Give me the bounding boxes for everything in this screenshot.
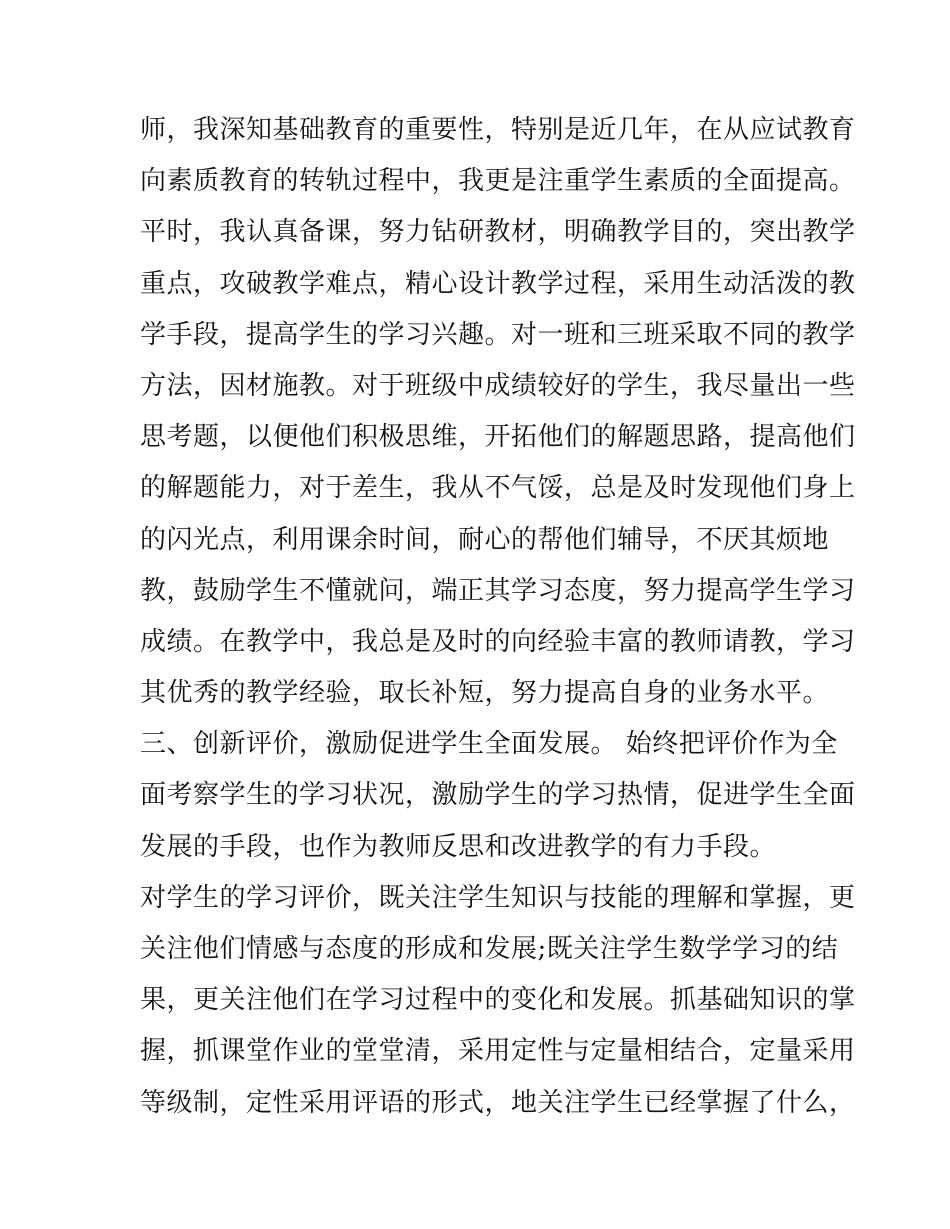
section-heading-line: 三、创新评价，激励促进学生全面发展。 始终把评价作为全 xyxy=(140,729,838,760)
text-line: 教，鼓励学生不懂就问，端正其学习态度，努力提高学生学习 xyxy=(140,575,856,606)
text-line: 关注他们情感与态度的形成和发展;既关注学生数学学习的结 xyxy=(140,934,839,964)
text-line: 对学生的学习评价，既关注学生知识与技能的理解和掌握，更 xyxy=(140,882,856,913)
body-text xyxy=(140,108,856,1132)
text-line: 的解题能力，对于差生，我从不气馁，总是及时发现他们身上 xyxy=(140,473,856,504)
text-line: 向素质教育的转轨过程中，我更是注重学生素质的全面提高。 xyxy=(140,166,856,197)
text-line: 师，我深知基础教育的重要性，特别是近几年，在从应试教育 xyxy=(140,115,856,145)
text-line: 发展的手段，也作为教师反思和改进教学的有力手段。 xyxy=(140,831,777,862)
text-line: 果，更关注他们在学习过程中的变化和发展。抓基础知识的掌 xyxy=(140,985,856,1016)
text-line: 平时，我认真备课，努力钻研教材，明确教学目的，突出教学 xyxy=(140,217,856,248)
text-line: 其优秀的教学经验，取长补短，努力提高自身的业务水平。 xyxy=(140,678,830,709)
text-line: 思考题，以便他们积极思维，开拓他们的解题思路，提高他们 xyxy=(140,422,856,453)
text-line: 等级制，定性采用评语的形式，地关注学生已经掌握了什么， xyxy=(140,1087,856,1118)
text-line: 成绩。在教学中，我总是及时的向经验丰富的教师请教，学习 xyxy=(140,626,856,657)
text-line: 学手段，提高学生的学习兴趣。对一班和三班采取不同的教学 xyxy=(140,319,856,350)
text-line: 重点，攻破教学难点，精心设计教学过程，采用生动活泼的教 xyxy=(140,268,856,299)
text-line: 面考察学生的学习状况，激励学生的学习热情，促进学生全面 xyxy=(140,780,856,811)
text-line: 方法，因材施教。对于班级中成绩较好的学生，我尽量出一些 xyxy=(140,370,856,401)
text-line: 握，抓课堂作业的堂堂清，采用定性与定量相结合，定量采用 xyxy=(140,1036,856,1067)
text-line: 的闪光点，利用课余时间，耐心的帮他们辅导，不厌其烦地 xyxy=(140,524,830,555)
